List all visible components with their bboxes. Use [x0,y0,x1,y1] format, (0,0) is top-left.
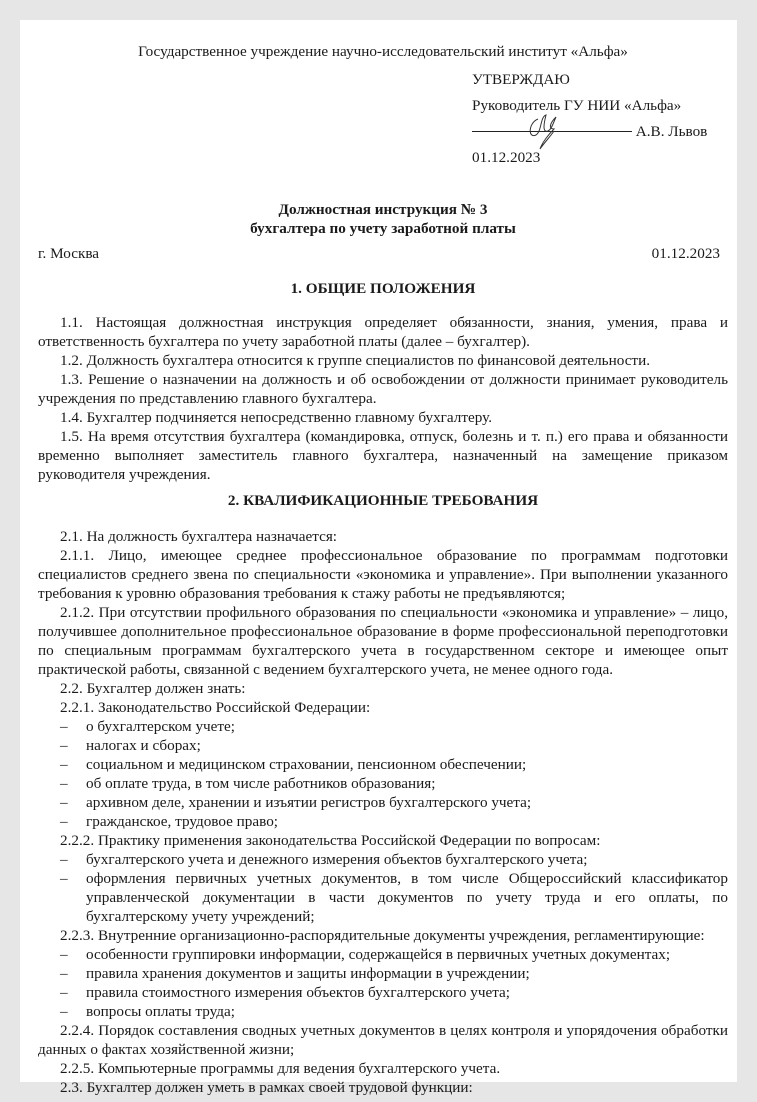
signature-row [472,119,732,145]
organization-name: Государственное учреждение научно-исследовательский институт «Альфа» [138,43,628,60]
paragraph-2-2: 2.2. Бухгалтер должен знать: [60,680,246,697]
dash-marker: – [60,946,68,963]
approval-label: УТВЕРЖДАЮ [472,71,570,88]
approval-block [472,67,732,171]
dash-marker: – [60,851,68,868]
signature-line [472,131,632,132]
document-title [38,200,728,238]
paragraph-2-2-5: 2.2.5. Компьютерные программы для ведения бухгалтерского учета. [60,1060,501,1077]
approval-date: 01.12.2023 [472,149,541,166]
paragraph-1-5: 1.5. На время отсутствия бухгалтера (командировка, отпуск, болезнь и т. п.) его права и обязанности временно выполняет заместитель главного бухгалтера, назначенный на замещение приказом руководителя учреждения. [38,428,728,483]
paragraph-1-3: 1.3. Решение о назначении на должность и об освобождении от должности принимает руководитель учреждения по представлению главного бухгалтера. [38,371,728,407]
list-item: – особенности группировки информации, содержащейся в первичных учетных документах; [60,946,671,963]
document-date: 01.12.2023 [651,245,720,262]
list-item: – о бухгалтерском учете; [60,718,236,735]
paragraph-2-2-1: 2.2.1. Законодательство Российской Федерации: [60,699,371,716]
paragraph-2-2-4: 2.2.4. Порядок составления сводных учетных документов в целях контроля и упорядочения обработки данных о фактах хозяйственной жизни; [38,1022,728,1058]
section-2-body [38,527,728,1097]
dash-marker: – [60,775,68,792]
dash-marker: – [60,984,68,1001]
list-item: – гражданское, трудовое право; [60,813,279,830]
list-item: – социальном и медицинском страховании, пенсионном обеспечении; [60,756,527,773]
place-date-row [38,244,720,263]
paragraph-2-2-2: 2.2.2. Практику применения законодательства Российской Федерации по вопросам: [60,832,601,849]
dash-marker: – [60,1003,68,1020]
signature-icon [524,109,564,151]
dash-marker: – [60,965,68,982]
list-item: – оформления первичных учетных документов, в том числе Общероссийский классификатор управленческой документации в части документов по учету труда и его оплаты, по бухгалтерскому учету учреждений; [60,870,728,925]
title-line-1: Должностная инструкция № 3 [278,201,488,218]
list-item: – налогах и сборах; [60,737,201,754]
section-heading-1: 1. ОБЩИЕ ПОЛОЖЕНИЯ [290,280,476,297]
section-1-body [38,313,728,484]
dash-marker: – [60,794,68,811]
paragraph-1-1: 1.1. Настоящая должностная инструкция определяет обязанности, знания, умения, права и ответственность бухгалтера по учету заработной платы (далее – бухгалтер). [38,314,728,350]
section-heading-2: 2. КВАЛИФИКАЦИОННЫЕ ТРЕБОВАНИЯ [227,492,539,509]
approval-position: Руководитель ГУ НИИ «Альфа» [472,97,682,114]
list-item: – об оплате труда, в том числе работников образования; [60,775,436,792]
dash-marker: – [60,870,68,887]
paragraph-2-2-3: 2.2.3. Внутренние организационно-распорядительные документы учреждения, регламентирующие: [60,927,705,944]
list-item: – правила хранения документов и защиты информации в учреждении; [60,965,530,982]
document-page [20,20,737,1096]
paragraph-2-1: 2.1. На должность бухгалтера назначается: [60,528,338,545]
list-item: – правила стоимостного измерения объектов бухгалтерского учета; [60,984,510,1001]
dash-marker: – [60,737,68,754]
dash-marker: – [60,718,68,735]
paragraph-2-1-1: 2.1.1. Лицо, имеющее среднее профессиональное образование по программам подготовки специалистов среднего звена по специальности «экономика и управление». При выполнении указанного требования к уровню образования требования к стажу работы не предъявляются; [38,547,728,602]
dash-marker: – [60,813,68,830]
paragraph-1-2: 1.2. Должность бухгалтера относится к группе специалистов по финансовой деятельности. [60,352,650,369]
list-item: – бухгалтерского учета и денежного измерения объектов бухгалтерского учета; [60,851,588,868]
signer-name: А.В. Львов [635,123,708,140]
paragraph-2-1-2: 2.1.2. При отсутствии профильного образования по специальности «экономика и управление» – лицо, получившее дополнительное профессиональное образование в форме профессиональной переподготовки по специальным программам бухгалтерского учета в государственном секторе и имеющее опыт практической работы, связанной с ведением бухгалтерского учета, не менее одного года. [38,604,728,678]
paragraph-2-3: 2.3. Бухгалтер должен уметь в рамках своей трудовой функции: [60,1079,473,1096]
paragraph-1-4: 1.4. Бухгалтер подчиняется непосредственно главному бухгалтеру. [60,409,492,426]
city: г. Москва [38,245,100,262]
dash-marker: – [60,756,68,773]
list-item: – вопросы оплаты труда; [60,1003,235,1020]
title-line-2: бухгалтера по учету заработной платы [250,220,516,237]
list-item: – архивном деле, хранении и изъятии регистров бухгалтерского учета; [60,794,532,811]
